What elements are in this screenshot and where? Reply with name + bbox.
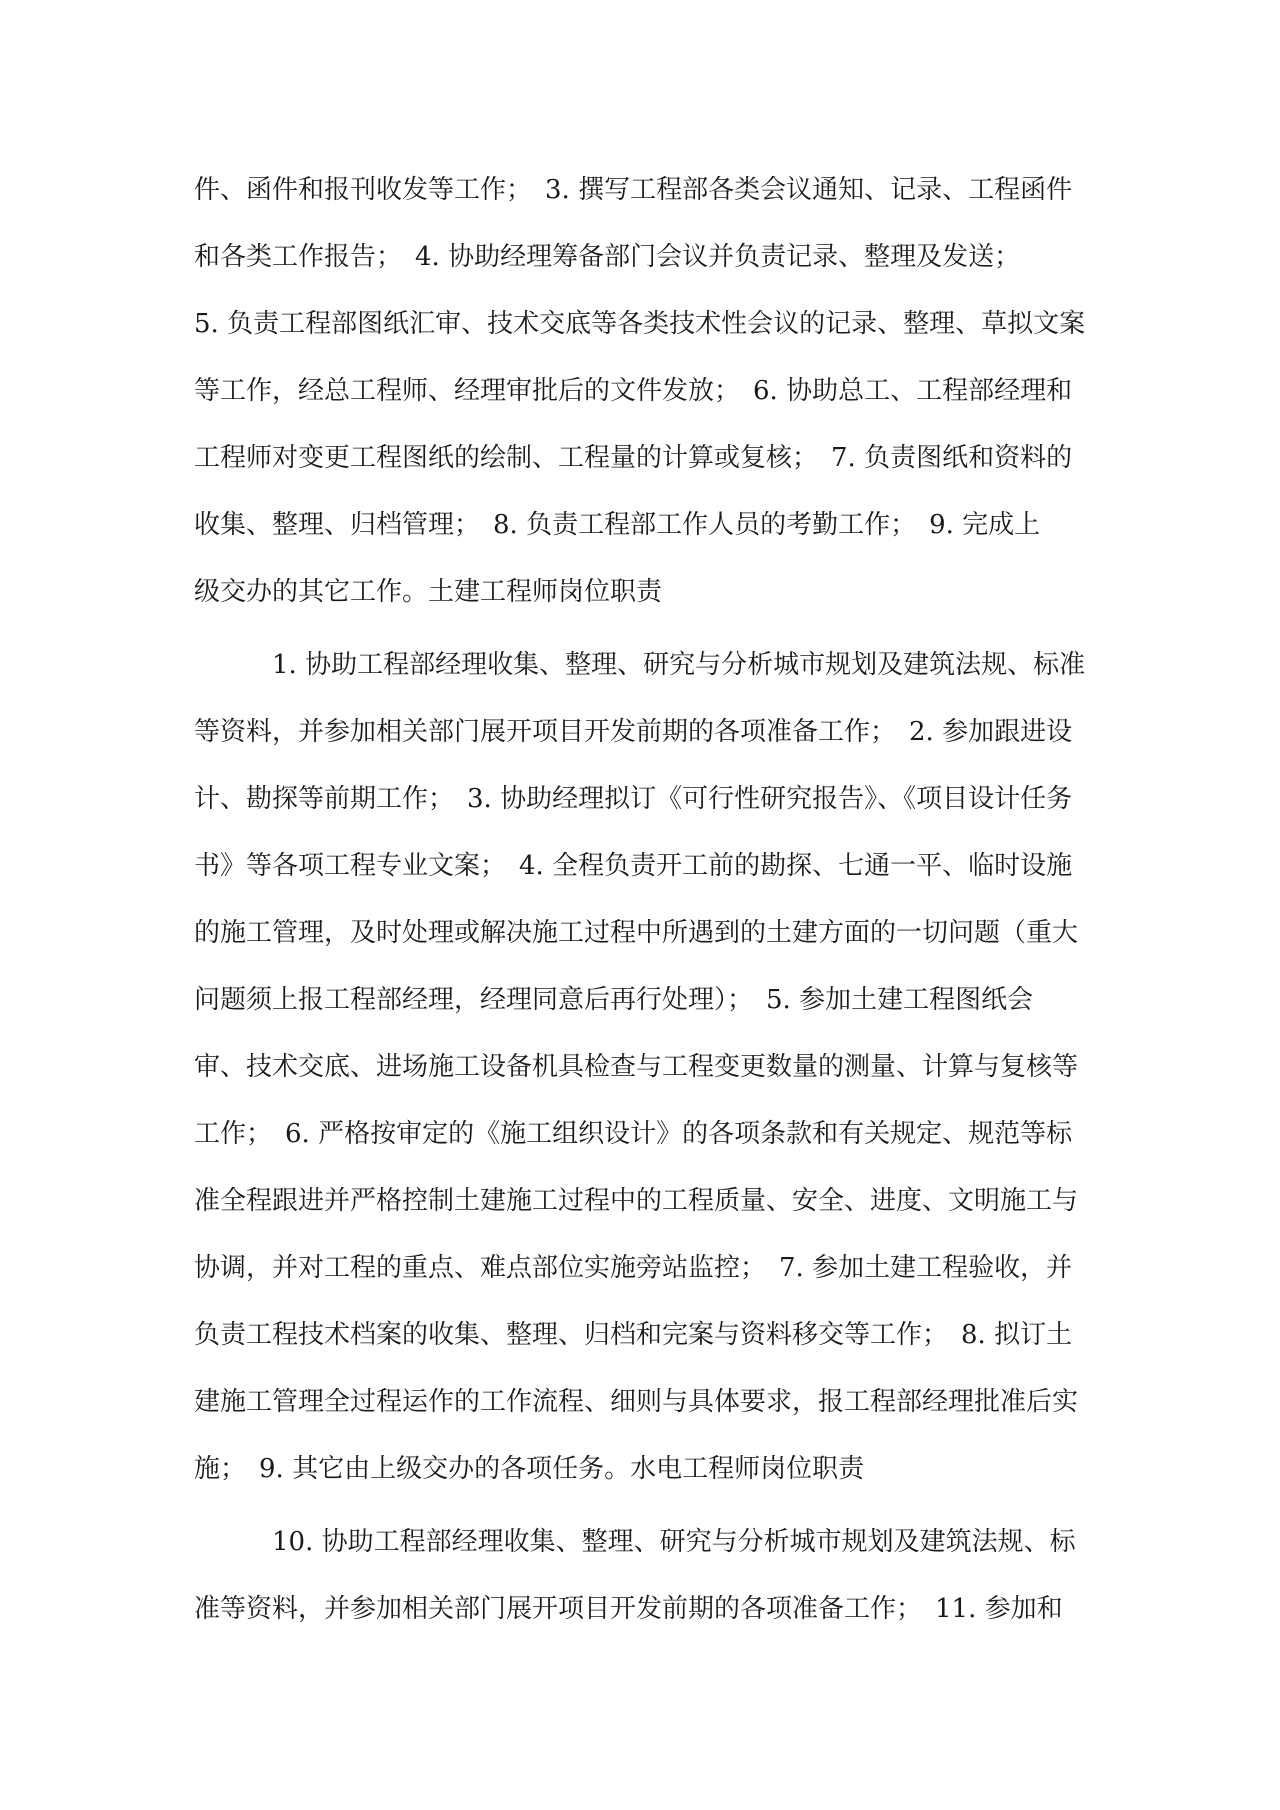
text-line: 施； 9. 其它由上级交办的各项任务。水电工程师岗位职责 [194, 1454, 865, 1484]
text-line: 准全程跟进并严格控制土建施工过程中的工程质量、安全、进度、文明施工与 [194, 1186, 1079, 1216]
text-line: 等资料，并参加相关部门展开项目开发前期的各项准备工作； 2. 参加跟进设 [194, 717, 1073, 747]
text-line: 的施工管理，及时处理或解决施工过程中所遇到的土建方面的一切问题（重大 [194, 918, 1079, 948]
text-line: 协调，并对工程的重点、难点部位实施旁站监控； 7. 参加土建工程验收，并 [194, 1253, 1073, 1283]
text-line: 级交办的其它工作。土建工程师岗位职责 [194, 577, 663, 607]
text-line: 件、函件和报刊收发等工作； 3. 撰写工程部各类会议通知、记录、工程函件 [194, 175, 1073, 205]
text-line: 5. 负责工程部图纸汇审、技术交底等各类技术性会议的记录、整理、草拟文案 [194, 309, 1086, 339]
text-line: 书》等各项工程专业文案； 4. 全程负责开工前的勘探、七通一平、临时设施 [194, 851, 1073, 881]
text-line: 准等资料，并参加相关部门展开项目开发前期的各项准备工作； 11. 参加和 [194, 1594, 1063, 1624]
text-line: 问题须上报工程部经理，经理同意后再行处理）； 5. 参加土建工程图纸会 [194, 985, 1034, 1015]
paragraph-start-line: 10. 协助工程部经理收集、整理、研究与分析城市规划及建筑法规、标 [272, 1527, 1076, 1557]
text-line: 工程师对变更工程图纸的绘制、工程量的计算或复核； 7. 负责图纸和资料的 [194, 443, 1073, 473]
text-line: 和各类工作报告； 4. 协助经理筹备部门会议并负责记录、整理及发送； [194, 242, 1021, 272]
text-line: 计、勘探等前期工作； 3. 协助经理拟订《可行性研究报告》、《项目设计任务 [194, 784, 1073, 814]
text-line: 等工作，经总工程师、经理审批后的文件发放； 6. 协助总工、工程部经理和 [194, 376, 1073, 406]
text-line: 建施工管理全过程运作的工作流程、细则与具体要求，报工程部经理批准后实 [194, 1387, 1079, 1417]
text-line: 审、技术交底、进场施工设备机具检查与工程变更数量的测量、计算与复核等 [194, 1052, 1079, 1082]
paragraph-start-line: 1. 协助工程部经理收集、整理、研究与分析城市规划及建筑法规、标准 [272, 650, 1086, 680]
text-line: 收集、整理、归档管理； 8. 负责工程部工作人员的考勤工作； 9. 完成上 [194, 510, 1041, 540]
text-line: 负责工程技术档案的收集、整理、归档和完案与资料移交等工作； 8. 拟订土 [194, 1320, 1073, 1350]
text-line: 工作； 6. 严格按审定的《施工组织设计》的各项条款和有关规定、规范等标 [194, 1119, 1073, 1149]
